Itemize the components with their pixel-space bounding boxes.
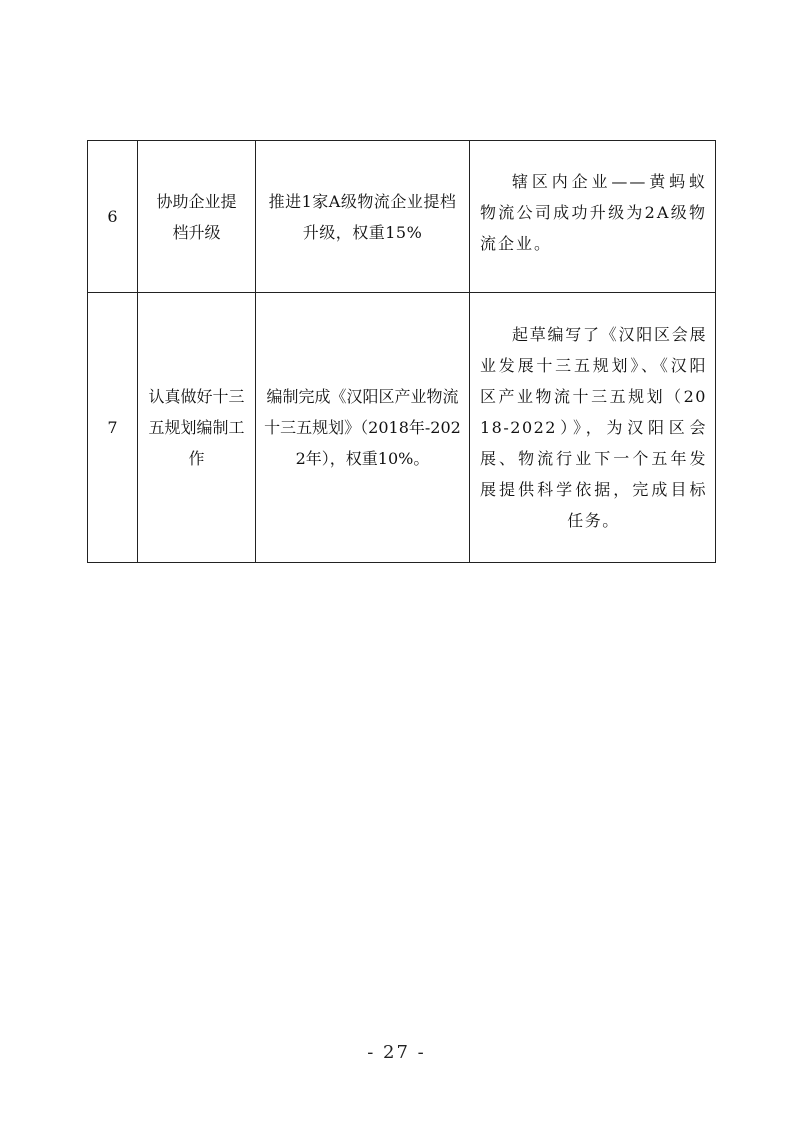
result-cell: [470, 141, 716, 293]
task-name: 认真做好十三五规划编制工作: [148, 387, 245, 468]
target-description: 推进1家A级物流企业提档升级，权重15%: [268, 191, 457, 242]
task-cell: [138, 141, 256, 293]
target-cell: [256, 141, 470, 293]
row-number-cell: [88, 293, 138, 563]
target-description: 编制完成《汉阳区产业物流十三五规划》（2018年-2022年），权重10%。: [264, 387, 461, 468]
completion-result: 辖区内企业——黄蚂蚁物流公司成功升级为2A级物流企业。: [480, 172, 707, 253]
row-number: 6: [107, 207, 118, 226]
row-number-cell: [88, 141, 138, 293]
target-cell: [256, 293, 470, 563]
task-table: [87, 140, 716, 563]
table-row: [88, 141, 716, 293]
table-row: [88, 293, 716, 563]
completion-result: 起草编写了《汉阳区会展业发展十三五规划》、《汉阳区产业物流十三五规划（2018-2022）》，为汉阳区会展、物流行业下一个五年发展提供科学依据，完成目标任务。: [480, 325, 707, 530]
row-number: 7: [107, 418, 118, 437]
task-name: 协助企业提档升级: [156, 191, 237, 242]
page-number: - 27 -: [367, 1042, 426, 1063]
result-cell: [470, 293, 716, 563]
task-cell: [138, 293, 256, 563]
